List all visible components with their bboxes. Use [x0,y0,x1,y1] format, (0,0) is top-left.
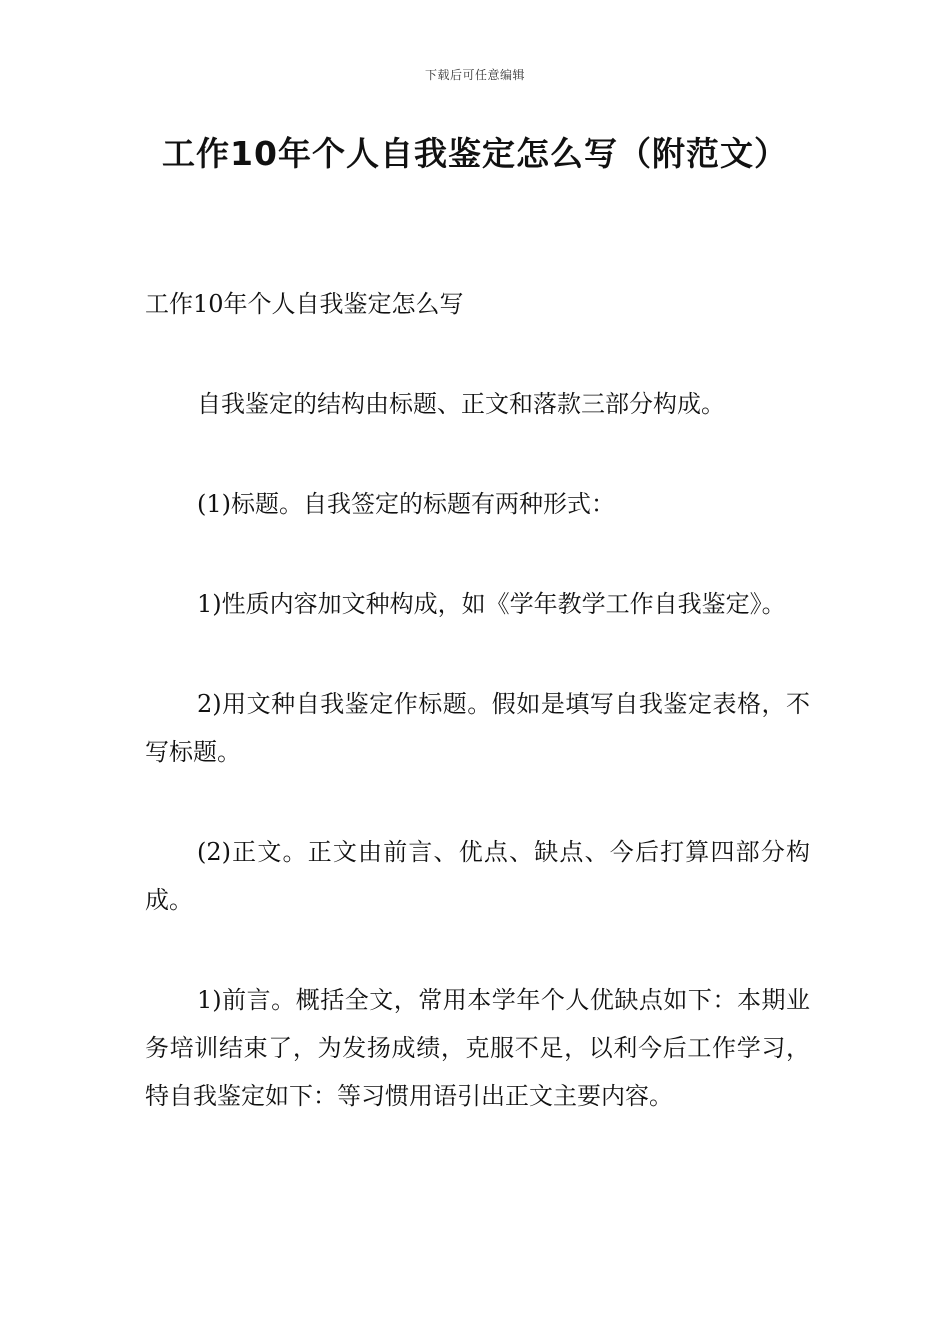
header-note: 下载后可任意编辑 [424,68,525,82]
paragraph-structure: 自我鉴定的结构由标题、正文和落款三部分构成。 [197,390,725,418]
document-title: 工作10年个人自我鉴定怎么写（附范文） [162,134,788,173]
document-body [145,280,810,1172]
paragraph-preface: 1)前言。概括全文，常用本学年个人优缺点如下：本期业务培训结束了，为发扬成绩，克服不足，以利今后工作学习，特自我鉴定如下：等习惯用语引出正文主要内容。 [145,986,810,1110]
paragraph-title-section: (1)标题。自我签定的标题有两种形式： [197,490,615,518]
paragraph-title-form-1: 1)性质内容加文种构成，如《学年教学工作自我鉴定》。 [197,590,786,618]
paragraph-subheading: 工作10年个人自我鉴定怎么写 [145,290,464,318]
paragraph-title-form-2: 2)用文种自我鉴定作标题。假如是填写自我鉴定表格，不写标题。 [145,690,810,766]
paragraph-body-section: (2)正文。正文由前言、优点、缺点、今后打算四部分构成。 [145,838,810,914]
